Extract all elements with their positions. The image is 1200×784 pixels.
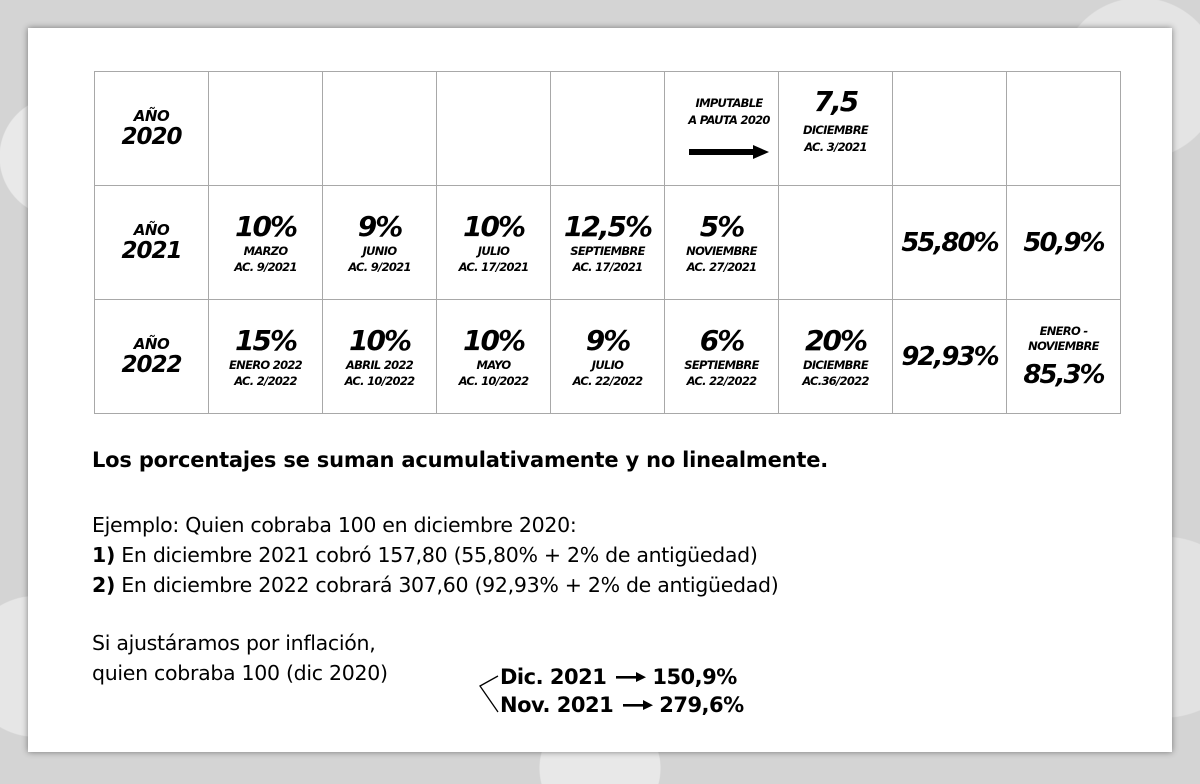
arrow-right-icon — [623, 700, 653, 710]
table-row-2020 — [95, 72, 1121, 186]
total-percent: 55,80% — [901, 227, 998, 258]
total-cell — [893, 300, 1007, 414]
agreement-label: AC. 22/2022 — [686, 373, 757, 388]
agreement-label: AC. 22/2022 — [572, 373, 643, 388]
inflation-percent: 50,9% — [1023, 227, 1104, 258]
increase-value: 7,5 — [813, 84, 858, 118]
empty-cell — [323, 72, 437, 186]
inflation-row-nov — [500, 693, 744, 717]
month-label: NOVIEMBRE — [686, 243, 757, 258]
inflation-cell — [1007, 300, 1121, 414]
inflation-nov-label: Nov. 2021 — [500, 693, 614, 717]
increase-percent: 10% — [462, 323, 525, 357]
month-label: SEPTIEMBRE — [570, 243, 645, 258]
month-label: MAYO — [476, 357, 511, 372]
increase-cell — [779, 300, 893, 414]
year-label: AÑO — [133, 220, 170, 239]
month-label: SEPTIEMBRE — [684, 357, 759, 372]
year-label: AÑO — [133, 334, 170, 353]
empty-cell — [1007, 72, 1121, 186]
diciembre-2020-cell — [779, 72, 893, 186]
imputable-text — [679, 95, 779, 129]
example-item-2 — [92, 570, 778, 600]
inflation-line-1: Si ajustáramos por inflación, — [92, 631, 376, 655]
empty-cell — [551, 72, 665, 186]
inflation-label: NOVIEMBRE — [1028, 338, 1099, 353]
year-value: 2021 — [121, 237, 182, 264]
month-label: DICIEMBRE — [802, 357, 869, 372]
increase-cell — [551, 300, 665, 414]
increase-percent: 10% — [462, 209, 525, 243]
increase-cell — [209, 186, 323, 300]
imputable-line-1: IMPUTABLE — [695, 95, 763, 110]
month-label: JUNIO — [362, 243, 397, 258]
month-label: JULIO — [591, 357, 624, 372]
example-item-1 — [92, 540, 778, 570]
total-percent: 92,93% — [901, 341, 998, 372]
increase-percent: 20% — [804, 323, 867, 357]
increase-percent: 10% — [348, 323, 411, 357]
inflation-label: ENERO - — [1039, 323, 1088, 338]
month-label: ENERO 2022 — [229, 357, 302, 372]
inflation-percent: 85,3% — [1023, 359, 1104, 390]
month-label: JULIO — [477, 243, 510, 258]
imputable-cell — [665, 72, 779, 186]
total-cell — [893, 186, 1007, 300]
agreement-label: AC. 10/2022 — [344, 373, 415, 388]
agreement-label: AC. 27/2021 — [686, 259, 757, 274]
increase-percent: 9% — [357, 209, 402, 243]
example-item-1-number: 1) — [92, 543, 116, 567]
empty-cell — [437, 72, 551, 186]
example-item-1-text: En diciembre 2021 cobró 157,80 (55,80% + 2% de antigüedad) — [121, 543, 758, 567]
inflation-nov-value: 279,6% — [659, 693, 744, 717]
increase-cell — [437, 186, 551, 300]
table-row-2022 — [95, 300, 1121, 414]
empty-cell — [209, 72, 323, 186]
year-value: 2022 — [121, 351, 182, 378]
agreement-label: AC. 10/2022 — [458, 373, 529, 388]
increase-percent: 9% — [585, 323, 630, 357]
imputable-line-2: A PAUTA 2020 — [688, 112, 770, 127]
year-cell-2021 — [95, 186, 209, 300]
increase-percent: 6% — [699, 323, 744, 357]
increase-percent: 15% — [234, 323, 297, 357]
increase-cell — [551, 186, 665, 300]
increase-cell — [437, 300, 551, 414]
info-card — [28, 28, 1172, 752]
example-item-2-number: 2) — [92, 573, 116, 597]
year-label: AÑO — [133, 106, 170, 125]
year-cell-2022 — [95, 300, 209, 414]
agreement-label: AC. 17/2021 — [572, 259, 643, 274]
increase-percent: 5% — [699, 209, 744, 243]
year-cell-2020 — [95, 72, 209, 186]
increase-cell — [665, 186, 779, 300]
empty-cell — [893, 72, 1007, 186]
agreement-label: AC. 9/2021 — [234, 259, 297, 274]
agreement-label: AC. 9/2021 — [348, 259, 411, 274]
increase-percent: 10% — [234, 209, 297, 243]
example-item-2-text: En diciembre 2022 cobrará 307,60 (92,93% + 2% de antigüedad) — [121, 573, 779, 597]
example-block — [92, 510, 778, 600]
increase-cell — [323, 186, 437, 300]
agreement-label: AC. 3/2021 — [804, 139, 867, 154]
increase-percent: 12,5% — [563, 209, 652, 243]
inflation-row-dic — [500, 665, 737, 689]
table-row-2021 — [95, 186, 1121, 300]
example-intro: Ejemplo: Quien cobraba 100 en diciembre 2020: — [92, 513, 577, 537]
inflation-dic-value: 150,9% — [652, 665, 737, 689]
increase-cell — [209, 300, 323, 414]
month-label: ABRIL 2022 — [345, 357, 414, 372]
month-label: MARZO — [243, 243, 288, 258]
branch-lines-icon — [474, 672, 500, 714]
increase-cell — [323, 300, 437, 414]
agreement-label: AC.36/2022 — [802, 373, 869, 388]
inflation-dic-label: Dic. 2021 — [500, 665, 607, 689]
salary-increase-table — [94, 71, 1121, 414]
inflation-line-2: quien cobraba 100 (dic 2020) — [92, 661, 388, 685]
inflation-cell — [1007, 186, 1121, 300]
empty-cell — [779, 186, 893, 300]
agreement-label: AC. 17/2021 — [458, 259, 529, 274]
inflation-block — [92, 628, 388, 688]
arrow-right-icon — [689, 145, 769, 159]
cumulative-note: Los porcentajes se suman acumulativamente y no linealmente. — [92, 448, 829, 472]
agreement-label: AC. 2/2022 — [234, 373, 297, 388]
increase-cell — [665, 300, 779, 414]
month-label: DICIEMBRE — [802, 122, 869, 137]
year-value: 2020 — [121, 123, 182, 150]
arrow-right-icon — [616, 672, 646, 682]
